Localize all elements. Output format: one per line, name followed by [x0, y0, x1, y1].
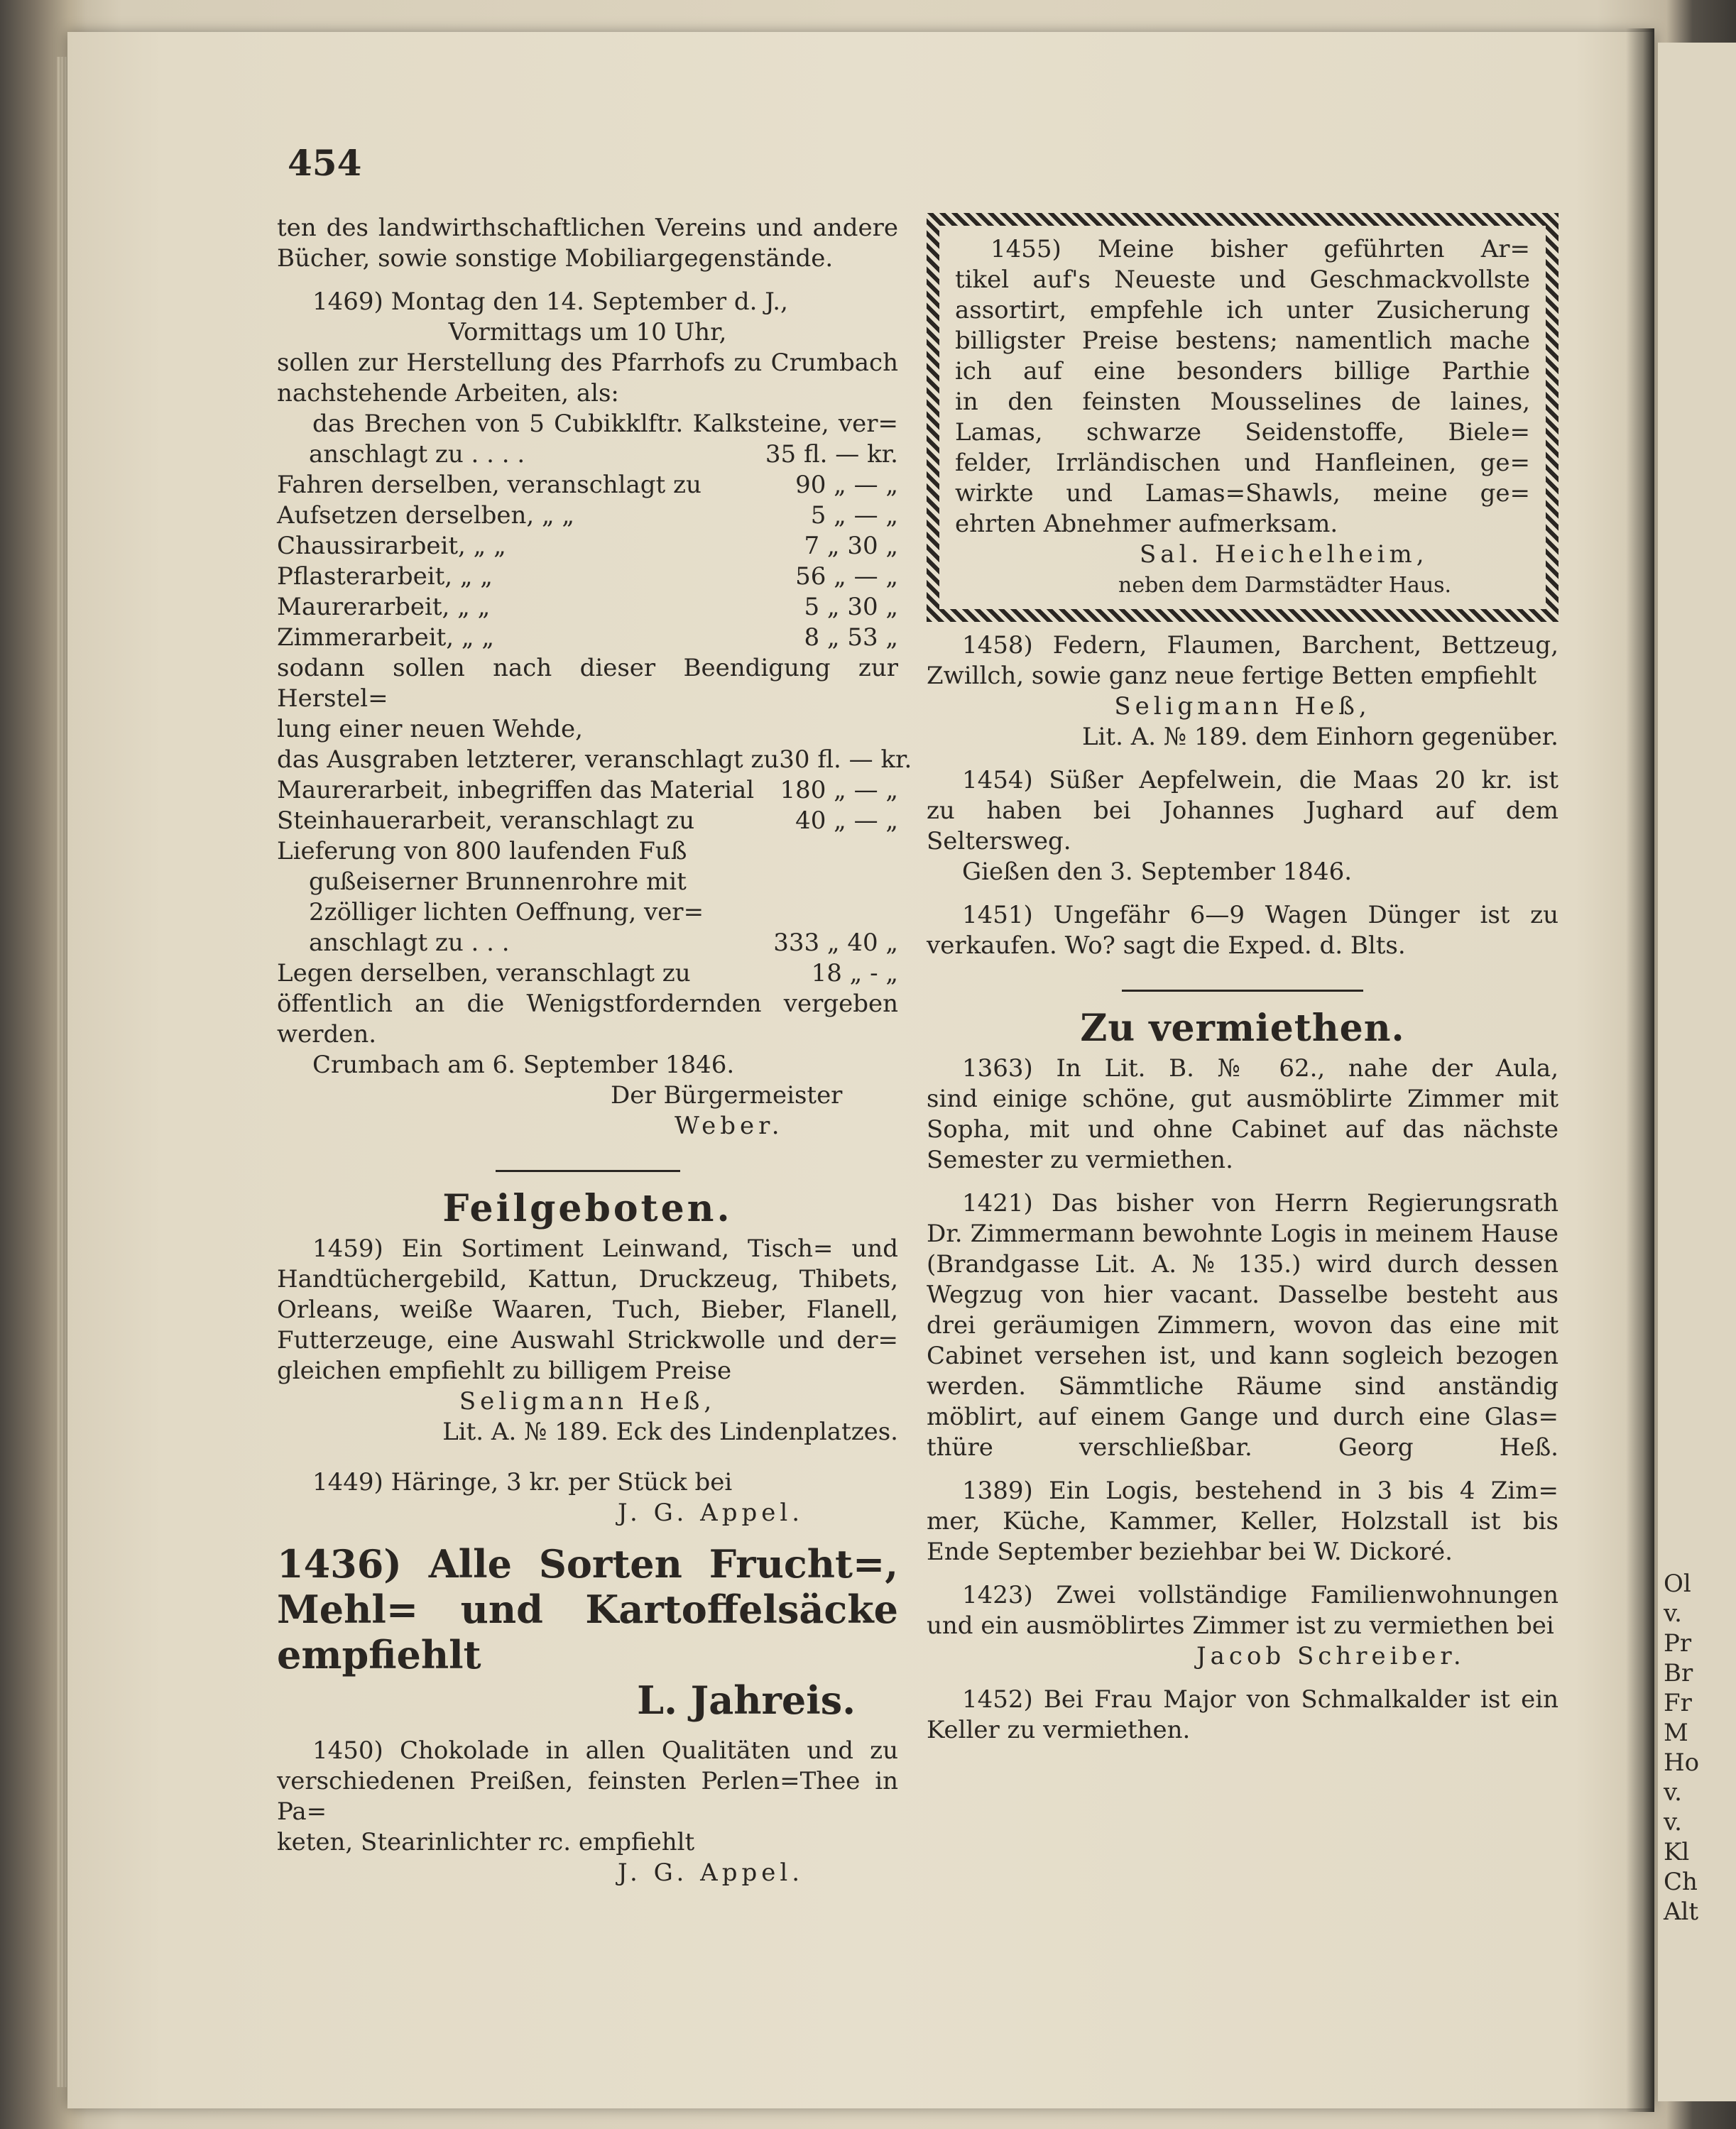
left-column	[277, 213, 912, 1888]
ad-1363	[927, 1053, 1558, 1176]
ad-1451	[927, 900, 1558, 961]
signature: Sal. Heichelheim,	[1140, 540, 1429, 569]
ad-1436	[277, 1541, 898, 1723]
text-line: 1455) Meine bisher geführten Ar=	[990, 235, 1530, 263]
next-page-fragment: Pr	[1664, 1629, 1692, 1658]
ad-1450	[277, 1736, 898, 1888]
text-line: felder, Irrländischen und Hanfleinen, ge=	[955, 449, 1530, 477]
ad-1421	[927, 1188, 1558, 1463]
ad-1469	[277, 287, 912, 1142]
cost-item	[277, 745, 912, 775]
ad-1459	[277, 1234, 898, 1447]
next-page-fragment: v.	[1664, 1808, 1682, 1837]
ad-1452	[927, 1685, 1558, 1746]
text-line: 1449) Häringe, 3 kr. per Stück bei	[312, 1468, 733, 1496]
text-line: 1469) Montag den 14. September d. J.,	[312, 288, 788, 316]
text-line: 1451) Ungefähr 6—9 Wagen Dünger ist zu	[962, 901, 1558, 929]
text-line: Lieferung von 800 laufenden Fuß	[277, 837, 687, 865]
cost-label: Zimmerarbeit, „ „	[277, 623, 494, 652]
cost-item	[277, 775, 898, 806]
cost-item	[277, 806, 898, 836]
text-line: Dr. Zimmermann bewohnte Logis in meinem Hause	[927, 1220, 1558, 1248]
text-line: möblirt, auf einem Gange und durch eine Glas=	[927, 1403, 1558, 1431]
text-line: Mehl= und Kartoffelsäcke empfiehlt	[277, 1587, 898, 1678]
next-page-fragment: Ho	[1664, 1748, 1700, 1777]
text-line: (Brandgasse Lit. A. № 135.) wird durch dessen	[927, 1250, 1558, 1279]
spine-shadow	[1626, 28, 1654, 2112]
cost-label: anschlagt zu . . .	[309, 929, 510, 957]
text-line: in den feinsten Mousselines de laines,	[955, 388, 1530, 416]
cost-item	[277, 531, 898, 562]
text-line: sollen zur Herstellung des Pfarrhofs zu Crumbach	[277, 349, 898, 377]
text-line: Seltersweg.	[927, 827, 1071, 855]
cost-label: Fahren derselben, veranschlagt zu	[277, 471, 702, 499]
cost-item	[277, 500, 898, 531]
cost-label: Maurerarbeit, inbegriffen das Material	[277, 776, 755, 804]
cost-item	[277, 623, 898, 653]
cost-value: 56 „ — „	[795, 562, 898, 591]
text-line: das Brechen von 5 Cubikklftr. Kalksteine, ver=	[312, 410, 898, 438]
text-line: nachstehende Arbeiten, als:	[277, 379, 619, 407]
signature: J. G. Appel.	[618, 1859, 804, 1887]
next-page-fragment: v.	[1664, 1599, 1682, 1628]
text-line: Keller zu vermiethen.	[927, 1716, 1191, 1744]
next-page-fragment: Kl	[1664, 1838, 1690, 1866]
text-line: Vormittags um 10 Uhr,	[448, 318, 727, 346]
section-heading-feilgeboten: Feilgeboten.	[442, 1187, 733, 1230]
text-line: tikel auf's Neueste und Geschmackvollste	[955, 266, 1530, 294]
text-line: 1363) In Lit. B. № 62., nahe der Aula,	[962, 1054, 1558, 1083]
divider	[496, 1170, 680, 1172]
signature: Seligmann Heß,	[1114, 692, 1371, 721]
cost-value: 7 „ 30 „	[804, 532, 898, 560]
next-page-fragment: Fr	[1664, 1689, 1692, 1717]
text-line: 1458) Federn, Flaumen, Barchent, Bettzeug,	[962, 631, 1558, 660]
next-page-fragment: M	[1664, 1719, 1688, 1747]
address: Lit. A. № 189. dem Einhorn gegenüber.	[1081, 723, 1558, 751]
page-number: 454	[288, 142, 362, 184]
text-line: mer, Küche, Kammer, Keller, Holzstall ist bis	[927, 1507, 1558, 1536]
cost-item	[277, 592, 898, 623]
ad-1449	[277, 1467, 898, 1528]
section-heading-zu-vermiethen: Zu vermiethen.	[1080, 1007, 1405, 1050]
text-line: Zwillch, sowie ganz neue fertige Betten empfiehlt	[927, 662, 1537, 690]
text-line: keten, Stearinlichter rc. empfiehlt	[277, 1828, 695, 1856]
text-line: 1459) Ein Sortiment Leinwand, Tisch= und	[312, 1235, 898, 1263]
cost-value: 90 „ — „	[795, 471, 898, 499]
text-line: sind einige schöne, gut ausmöblirte Zimmer mit	[927, 1085, 1558, 1113]
text-line: ehrten Abnehmer aufmerksam.	[955, 510, 1338, 538]
cost-item	[277, 562, 898, 592]
text-line: ten des landwirthschaftlichen Vereins und andere	[277, 214, 898, 242]
signature: Seligmann Heß,	[459, 1387, 716, 1416]
text-line: 1452) Bei Frau Major von Schmalkalder ist ein	[962, 1685, 1558, 1714]
text-line: 1423) Zwei vollständige Familienwohnungen	[962, 1581, 1558, 1609]
text-line: drei geräumigen Zimmern, wovon das eine mit	[927, 1311, 1558, 1340]
text-line: gleichen empfiehlt zu billigem Preise	[277, 1357, 732, 1385]
cost-value: 180 „ — „	[780, 776, 898, 804]
text-line: verschiedenen Preißen, feinsten Perlen=Thee in Pa=	[277, 1767, 898, 1826]
next-page-edge	[1658, 43, 1736, 2101]
signature: Weber.	[675, 1112, 784, 1140]
text-line: 1421) Das bisher von Herrn Regierungsrath	[962, 1189, 1558, 1217]
signature: L. Jahreis.	[637, 1678, 856, 1723]
signature: J. G. Appel.	[618, 1499, 804, 1527]
cost-value: 35 fl. — kr.	[765, 440, 898, 469]
text-line: Handtüchergebild, Kattun, Druckzeug, Thibets,	[277, 1265, 898, 1293]
text-line: Semester zu vermiethen.	[927, 1146, 1233, 1174]
text-line: Orleans, weiße Waaren, Tuch, Bieber, Flanell,	[277, 1296, 898, 1324]
text-line: werden. Sämmtliche Räume sind anständig	[927, 1372, 1558, 1401]
text-line: 1436) Alle Sorten Frucht=,	[277, 1541, 898, 1587]
text-line: Der Bürgermeister	[611, 1081, 843, 1110]
text-line: thüre verschließbar. Georg Heß.	[927, 1433, 1558, 1462]
cost-label: das Ausgraben letzterer, veranschlagt zu	[277, 745, 780, 774]
next-page-fragment: v.	[1664, 1778, 1682, 1807]
text-line: Lamas, schwarze Seidenstoffe, Biele=	[955, 418, 1530, 447]
cost-label: Pflasterarbeit, „ „	[277, 562, 493, 591]
cost-item	[277, 439, 898, 470]
text-line: 1389) Ein Logis, bestehend in 3 bis 4 Zim=	[962, 1477, 1558, 1505]
text-line: 2zölliger lichten Oeffnung, ver=	[309, 898, 704, 926]
divider	[1122, 990, 1363, 992]
text-line: Sopha, mit und ohne Cabinet auf das nächste	[927, 1115, 1558, 1144]
next-page-fragment: Br	[1664, 1659, 1693, 1687]
next-page-fragment: Ch	[1664, 1868, 1698, 1896]
ad-1455-bordered-box	[927, 213, 1558, 622]
cost-label: Steinhauerarbeit, veranschlagt zu	[277, 806, 695, 835]
cost-value: 18 „ - „	[811, 959, 898, 987]
text-line: gußeiserner Brunnenrohre mit	[309, 868, 687, 896]
text-line: 1450) Chokolade in allen Qualitäten und zu	[312, 1736, 898, 1765]
text-line: Ende September beziehbar bei W. Dickoré.	[927, 1538, 1453, 1566]
text-line: öffentlich an die Wenigstfordernden vergeben werden.	[277, 990, 898, 1049]
text-line: Cabinet versehen ist, und kann sogleich bezogen	[927, 1342, 1558, 1370]
cost-value: 333 „ 40 „	[773, 929, 898, 957]
next-page-fragment: Ol	[1664, 1570, 1691, 1598]
address: neben dem Darmstädter Haus.	[1118, 573, 1452, 598]
text-line: Bücher, sowie sonstige Mobiliargegenstände.	[277, 244, 834, 273]
ad-1389	[927, 1476, 1558, 1567]
cost-label: Maurerarbeit, „ „	[277, 593, 491, 621]
cost-value: 8 „ 53 „	[804, 623, 898, 652]
cost-label: Legen derselben, veranschlagt zu	[277, 959, 691, 987]
ad-1454	[927, 765, 1558, 887]
cost-value: 5 „ 30 „	[804, 593, 898, 621]
cost-value: 5 „ — „	[810, 501, 898, 530]
cost-label: Chaussirarbeit, „ „	[277, 532, 506, 560]
ad-1458	[927, 630, 1558, 752]
text-line: assortirt, empfehle ich unter Zusicherung	[955, 296, 1530, 324]
text-line: und ein ausmöblirtes Zimmer ist zu vermiethen bei	[927, 1611, 1554, 1640]
text-line: lung einer neuen Wehde,	[277, 715, 583, 743]
address: Lit. A. № 189. Eck des Lindenplatzes.	[442, 1418, 898, 1446]
text-line: billigster Preise bestens; namentlich mache	[955, 327, 1530, 355]
text-line: sodann sollen nach dieser Beendigung zur Herstel=	[277, 654, 898, 713]
text-line: verkaufen. Wo? sagt die Exped. d. Blts.	[927, 931, 1406, 960]
next-page-fragment: Alt	[1664, 1898, 1699, 1926]
text-line: zu haben bei Johannes Jughard auf dem	[927, 797, 1558, 825]
cost-item	[277, 958, 898, 989]
cost-value: 40 „ — „	[795, 806, 898, 835]
cost-item	[277, 470, 898, 500]
cost-item	[277, 928, 898, 958]
cost-label: anschlagt zu . . . .	[309, 440, 525, 469]
text-line: Futterzeuge, eine Auswahl Strickwolle und der=	[277, 1326, 898, 1354]
signature: Jacob Schreiber.	[1196, 1642, 1465, 1670]
text-line: Crumbach am 6. September 1846.	[312, 1051, 735, 1079]
cost-label: Aufsetzen derselben, „ „	[277, 501, 575, 530]
text-line: 1454) Süßer Aepfelwein, die Maas 20 kr. ist	[962, 766, 1558, 794]
text-line: wirkte und Lamas=Shawls, meine ge=	[955, 479, 1530, 508]
text-line: ich auf eine besonders billige Parthie	[955, 357, 1530, 385]
ad-1423	[927, 1580, 1558, 1672]
date-line: Gießen den 3. September 1846.	[962, 858, 1353, 886]
text-line: Wegzug von hier vacant. Dasselbe besteht aus	[927, 1281, 1558, 1309]
right-column	[927, 213, 1558, 1746]
cost-value: 30 fl. — kr.	[779, 745, 912, 774]
